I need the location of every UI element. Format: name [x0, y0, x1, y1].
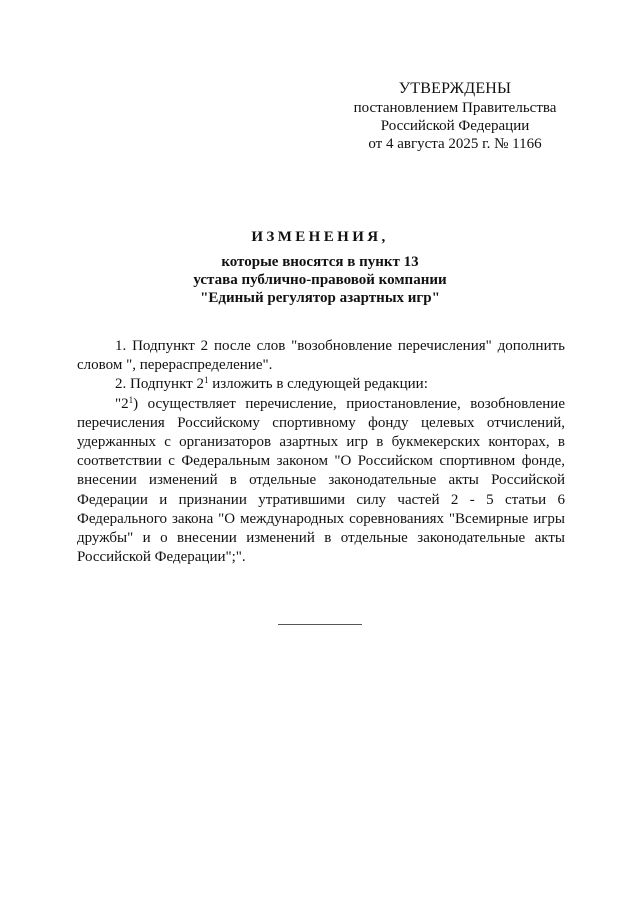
paragraph-2-superscript: 1 [203, 375, 209, 386]
approval-line-3: от 4 августа 2025 г. № 1166 [368, 136, 542, 152]
paragraph-2-end: изложить в следующей редакции: [208, 376, 428, 393]
approval-line-2: Российской Федерации [380, 118, 530, 134]
end-separator-line [278, 624, 362, 625]
paragraph-2-start: 2. Подпункт 2 [115, 376, 204, 393]
heading-line-3: "Единый регулятор азартных игр" [200, 290, 440, 306]
approval-stamp-block [340, 80, 570, 153]
paragraph-1: 1. Подпункт 2 после слов "возобновление перечисления" дополнить словом ", перераспределение". [77, 338, 565, 374]
heading-line-2: устава публично-правовой компании [193, 272, 447, 288]
document-heading [60, 228, 580, 307]
paragraph-3-start: "2 [115, 395, 129, 412]
paragraph-3-superscript: 1 [128, 394, 134, 405]
approval-stamp: УТВЕРЖДЕНЫ [398, 80, 512, 97]
paragraph-2 [77, 375, 565, 394]
heading-line-1: которые вносятся в пункт 13 [221, 254, 419, 270]
document-title: ИЗМЕНЕНИЯ, [251, 229, 389, 245]
document-body [77, 337, 565, 567]
paragraph-3-end: ) осуществляет перечисление, приостановление, возобновление перечисления Российскому спортивному фонду целевых отчислений, удержанных с организаторов азартных игр в букмекерских конторах, в соответствии с Федеральным законом "О Российском спортивном фонде, внесении изменений в отдельные законодательные акты Российской Федерации и признании утратившими силу частей 2 - 5 статьи 6 Федерального закона "О международных соревнованиях "Всемирные игры дружбы" и о внесении изменений в отдельные законодательные акты Российской Федерации";". [77, 395, 565, 566]
approval-line-1: постановлением Правительства [353, 100, 557, 116]
paragraph-3 [77, 395, 565, 568]
